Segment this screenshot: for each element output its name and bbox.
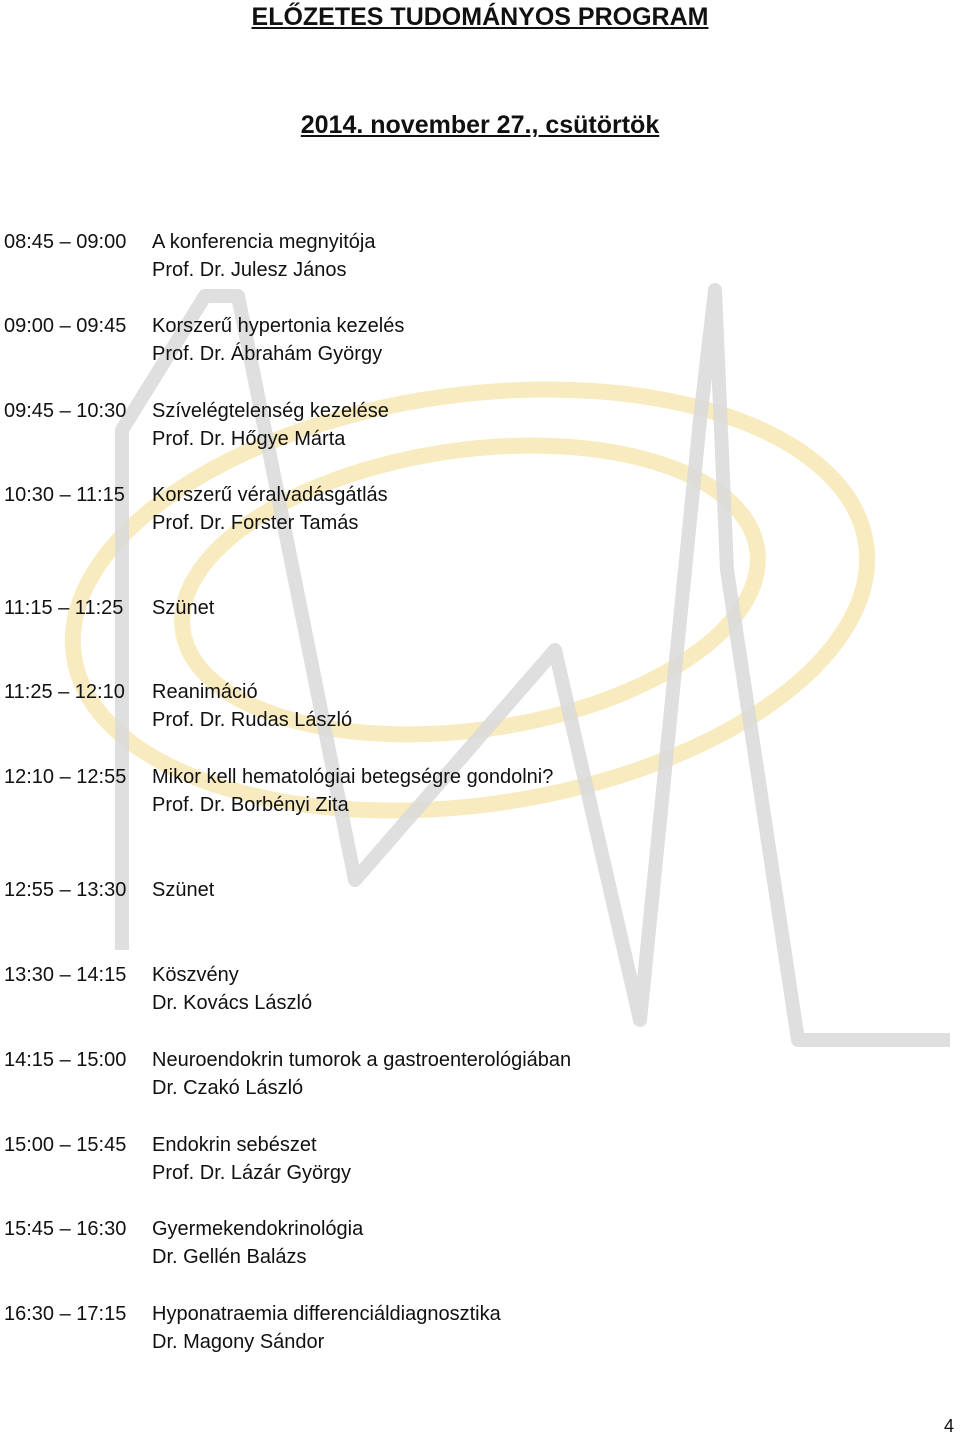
speaker-name: Prof. Dr. Borbényi Zita <box>152 794 349 816</box>
time-slot: 10:30 – 11:15 <box>4 484 125 506</box>
program-title: ELŐZETES TUDOMÁNYOS PROGRAM <box>251 3 709 31</box>
time-slot: 16:30 – 17:15 <box>4 1303 127 1325</box>
time-slot: 13:30 – 14:15 <box>4 964 127 986</box>
talk-title: Szünet <box>152 597 215 619</box>
talk-title: A konferencia megnyitója <box>152 231 376 253</box>
speaker-name: Dr. Gellén Balázs <box>152 1246 307 1268</box>
time-slot: 09:00 – 09:45 <box>4 315 127 337</box>
time-slot: 15:45 – 16:30 <box>4 1218 127 1240</box>
page-number: 4 <box>943 1416 954 1436</box>
talk-title: Neuroendokrin tumorok a gastroenterológiában <box>152 1049 572 1071</box>
speaker-name: Prof. Dr. Forster Tamás <box>152 512 359 534</box>
speaker-name: Dr. Magony Sándor <box>152 1331 325 1353</box>
time-slot: 09:45 – 10:30 <box>4 400 127 422</box>
speaker-name: Prof. Dr. Julesz János <box>152 259 347 281</box>
talk-title: Köszvény <box>152 964 239 986</box>
time-slot: 15:00 – 15:45 <box>4 1134 127 1156</box>
talk-title: Szünet <box>152 879 215 901</box>
speaker-name: Dr. Kovács László <box>152 992 313 1014</box>
time-slot: 12:10 – 12:55 <box>4 766 127 788</box>
speaker-name: Prof. Dr. Rudas László <box>152 709 353 731</box>
speaker-name: Prof. Dr. Lázár György <box>152 1162 351 1184</box>
time-slot: 08:45 – 09:00 <box>4 231 127 253</box>
talk-title: Gyermekendokrinológia <box>152 1218 364 1240</box>
speaker-name: Prof. Dr. Hőgye Márta <box>152 428 346 450</box>
speaker-name: Dr. Czakó László <box>152 1077 304 1099</box>
speaker-name: Prof. Dr. Ábrahám György <box>152 343 383 365</box>
time-slot: 11:25 – 12:10 <box>4 681 125 703</box>
talk-title: Szívelégtelenség kezelése <box>152 400 389 422</box>
time-slot: 14:15 – 15:00 <box>4 1049 127 1071</box>
talk-title: Mikor kell hematológiai betegségre gondolni? <box>152 766 554 788</box>
program-date: 2014. november 27., csütörtök <box>300 111 660 139</box>
talk-title: Reanimáció <box>152 681 258 703</box>
talk-title: Korszerű hypertonia kezelés <box>152 315 405 337</box>
talk-title: Korszerű véralvadásgátlás <box>152 484 388 506</box>
talk-title: Hyponatraemia differenciáldiagnosztika <box>152 1303 501 1325</box>
time-slot: 11:15 – 11:25 <box>4 597 124 619</box>
time-slot: 12:55 – 13:30 <box>4 879 127 901</box>
talk-title: Endokrin sebészet <box>152 1134 317 1156</box>
